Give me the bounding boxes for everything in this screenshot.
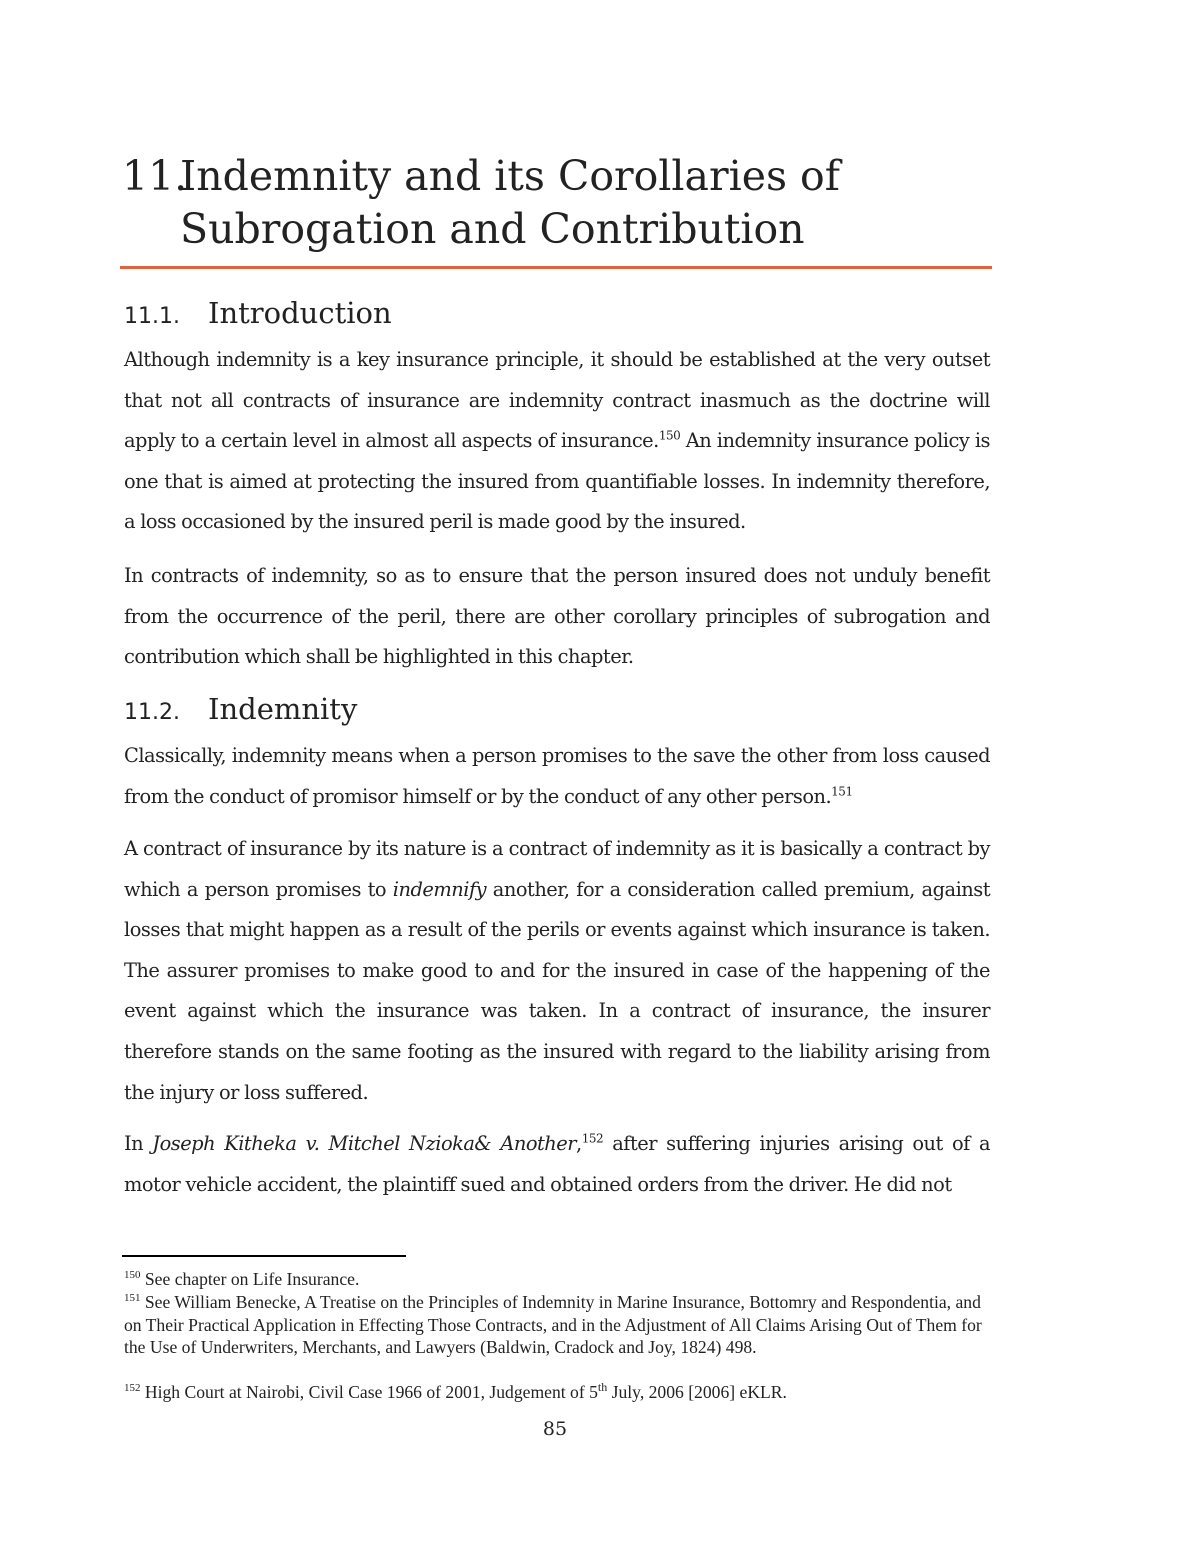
footnote-151 — [124, 1291, 984, 1359]
chapter-number: 11. — [122, 152, 188, 200]
section-number: 11.1. — [124, 304, 180, 329]
ordinal-suffix: th — [597, 1380, 608, 1395]
section-title: Introduction — [208, 296, 392, 330]
footnote-ref-152[interactable]: 152 — [581, 1131, 604, 1146]
footnote-text: See chapter on Life Insurance. — [140, 1269, 360, 1289]
paragraph-text: An indemnity insurance policy is one that is aimed at protecting the insured from quantifiable losses. In indemnity therefore, a loss occasioned by the insured peril is made good by the insured. — [124, 429, 991, 534]
footnote-number: 152 — [124, 1382, 141, 1395]
paragraph-text: A contract of insurance by its nature is a contract of indemnity as it is basically a contract by which a person promises to — [124, 837, 990, 901]
paragraph-indemnity-2 — [124, 829, 990, 1113]
chapter-title-text: Indemnity and its Corollaries of Subrogation and Contribution — [180, 152, 840, 253]
section-number: 11.2. — [124, 700, 180, 725]
title-underline — [120, 266, 992, 269]
footnote-ref-150[interactable]: 150 — [658, 428, 681, 443]
section-heading-introduction — [124, 296, 392, 330]
paragraph-indemnity-1 — [124, 736, 990, 817]
paragraph-case — [124, 1124, 990, 1205]
footnote-number: 151 — [124, 1292, 141, 1305]
footnote-152 — [124, 1381, 984, 1404]
footnote-text: July, 2006 [2006] eKLR. — [607, 1382, 787, 1402]
footnote-150 — [124, 1268, 984, 1291]
section-heading-indemnity — [124, 692, 357, 726]
footnote-number: 150 — [124, 1269, 141, 1282]
emphasis-text: indemnify — [392, 877, 487, 901]
paragraph-intro-1 — [124, 340, 990, 543]
case-name: Joseph Kitheka v. Mitchel Nzioka& Another — [152, 1132, 577, 1155]
paragraph-text: In contracts of indemnity, so as to ensure that the person insured does not unduly benefit from the occurrence of the peril, there are other corollary principles of subrogation and contribution which shall be highlighted in this chapter. — [124, 564, 990, 669]
page-number: 85 — [542, 1418, 568, 1440]
section-title: Indemnity — [208, 692, 358, 726]
paragraph-text: , — [576, 1132, 582, 1155]
footnote-ref-151[interactable]: 151 — [831, 784, 853, 799]
paragraph-intro-2 — [124, 556, 990, 678]
paragraph-text: after suffering injuries arising out of a motor vehicle accident, the plaintiff sued and obtained orders from the driver. He did not — [124, 1132, 991, 1196]
paragraph-text: Although indemnity is a key insurance principle, it should be established at the very outset that not all contracts of insurance are indemnity contract inasmuch as the doctrine will apply to a certain level in almost all aspects of insurance. — [124, 348, 990, 453]
chapter-title — [122, 150, 992, 256]
paragraph-text: Classically, indemnity means when a person promises to the save the other from loss caused from the conduct of promisor himself or by the conduct of any other person. — [124, 744, 990, 808]
footnote-text: High Court at Nairobi, Civil Case 1966 of 2001, Judgement of 5 — [140, 1382, 598, 1402]
footnote-separator — [122, 1255, 406, 1257]
paragraph-text: another, for a consideration called premium, against losses that might happen as a result of the perils or events against which insurance is taken. The assurer promises to make good to and for the insured in case of the happening of the event against which the insurance was taken. In a contract of insurance, the insurer therefore stands on the same footing as the insured with regard to the liability arising from the injury or loss suffered. — [124, 877, 991, 1104]
paragraph-text: In — [124, 1132, 153, 1155]
footnote-text: See William Benecke, A Treatise on the Principles of Indemnity in Marine Insurance, Bottomry and Respondentia, and on Their Practical Application in Effecting Those Contracts, and in the Adjustment of All Claims Arising Out of Them for the Use of Underwriters, Merchants, and Lawyers (Baldwin, Cradock and Joy, 1824) 498. — [124, 1292, 982, 1357]
